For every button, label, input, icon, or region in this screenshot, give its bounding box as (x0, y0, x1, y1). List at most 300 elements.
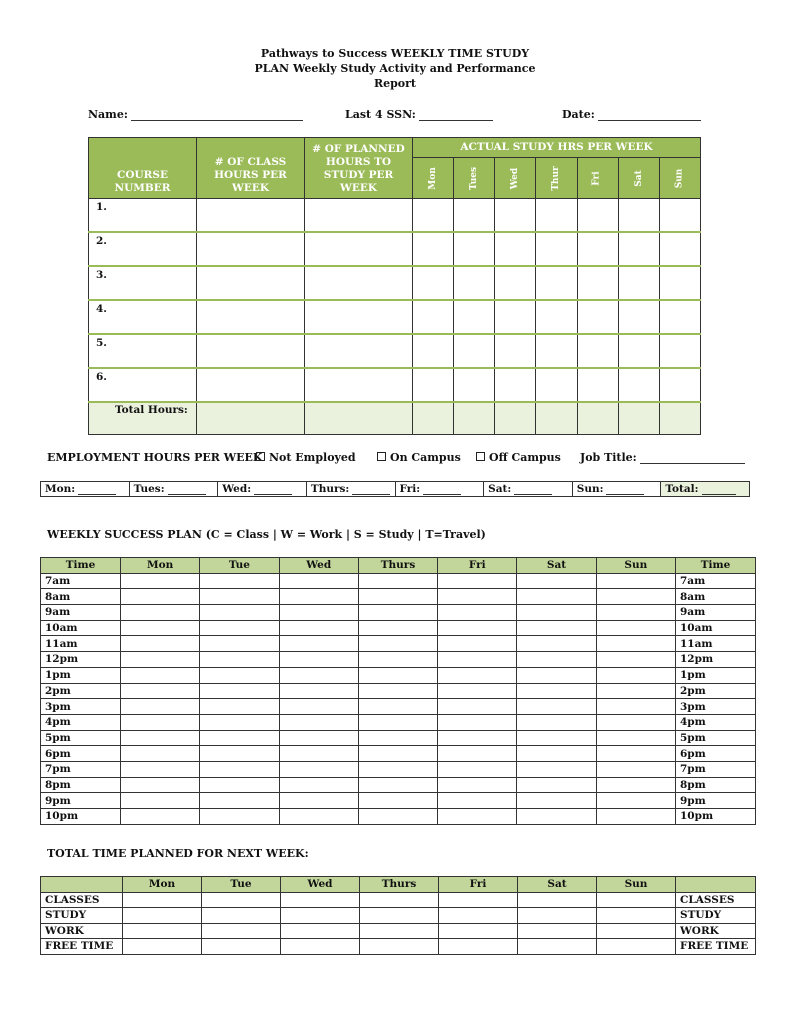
course-entry-cell[interactable] (305, 368, 413, 402)
checkbox-icon[interactable] (256, 452, 265, 461)
schedule-slot[interactable] (279, 652, 358, 668)
employment-day-line[interactable] (606, 483, 644, 495)
totals-slot[interactable] (202, 892, 281, 908)
course-entry-cell[interactable] (413, 266, 454, 300)
time-cell: 10am (41, 620, 121, 636)
schedule-row (41, 573, 756, 589)
schedule-slot[interactable] (596, 714, 675, 730)
course-number-cell[interactable]: 1. (89, 199, 197, 233)
course-entry-cell[interactable] (305, 232, 413, 266)
schedule-slot[interactable] (279, 746, 358, 762)
schedule-slot[interactable] (438, 699, 517, 715)
schedule-row (41, 809, 756, 825)
schedule-slot[interactable] (200, 636, 279, 652)
totals-slot[interactable] (202, 908, 281, 924)
totals-slot[interactable] (518, 908, 597, 924)
time-cell: 9am (676, 605, 756, 621)
schedule-slot[interactable] (121, 730, 200, 746)
totals-slot[interactable] (439, 908, 518, 924)
course-entry-cell[interactable] (659, 368, 700, 402)
course-entry-cell[interactable] (659, 266, 700, 300)
schedule-slot[interactable] (358, 699, 437, 715)
course-table (88, 137, 701, 435)
schedule-slot[interactable] (596, 761, 675, 777)
course-number-cell[interactable]: 2. (89, 232, 197, 266)
schedule-slot[interactable] (358, 809, 437, 825)
totals-row (41, 908, 756, 924)
time-cell: 8pm (41, 777, 121, 793)
course-entry-cell[interactable] (536, 334, 577, 368)
schedule-row (41, 761, 756, 777)
course-entry-cell[interactable] (454, 199, 495, 233)
schedule-slot[interactable] (121, 746, 200, 762)
day-header: Fri (577, 158, 618, 199)
schedule-slot[interactable] (596, 573, 675, 589)
schedule-slot[interactable] (438, 667, 517, 683)
total-cell[interactable] (618, 402, 659, 435)
job-title-line[interactable] (640, 452, 745, 464)
name-field[interactable] (88, 108, 303, 121)
actual-study-header: ACTUAL STUDY HRS PER WEEK (413, 138, 701, 158)
schedule-slot[interactable] (517, 746, 596, 762)
schedule-row (41, 636, 756, 652)
time-cell: 8am (41, 589, 121, 605)
schedule-slot[interactable] (517, 605, 596, 621)
category-cell: STUDY (41, 908, 123, 924)
employment-day-cell[interactable] (218, 482, 307, 497)
schedule-slot[interactable] (358, 683, 437, 699)
next-week-table (40, 876, 756, 955)
schedule-slot[interactable] (200, 620, 279, 636)
totals-slot[interactable] (439, 892, 518, 908)
schedule-slot[interactable] (279, 809, 358, 825)
totals-day-header: Sun (597, 877, 676, 893)
totals-slot[interactable] (360, 939, 439, 955)
employment-day-line[interactable] (352, 483, 390, 495)
totals-slot[interactable] (597, 908, 676, 924)
course-entry-cell[interactable] (618, 199, 659, 233)
schedule-slot[interactable] (596, 746, 675, 762)
totals-slot[interactable] (123, 923, 202, 939)
title-line-3: Report (373, 77, 417, 90)
time-cell: 8pm (676, 777, 756, 793)
schedule-slot[interactable] (596, 730, 675, 746)
course-entry-cell[interactable] (454, 232, 495, 266)
day-header: Thur (536, 158, 577, 199)
weekly-plan-label: WEEKLY SUCCESS PLAN (C = Class | W = Work | S = Study | T=Travel) (47, 528, 486, 541)
course-entry-cell[interactable] (577, 334, 618, 368)
schedule-slot[interactable] (517, 793, 596, 809)
schedule-slot[interactable] (438, 746, 517, 762)
schedule-slot[interactable] (200, 589, 279, 605)
schedule-slot[interactable] (438, 573, 517, 589)
course-row (89, 368, 701, 402)
date-field[interactable] (562, 108, 701, 121)
employment-day-cell[interactable] (572, 482, 661, 497)
course-entry-cell[interactable] (659, 232, 700, 266)
employment-day-line[interactable] (78, 483, 116, 495)
schedule-slot[interactable] (596, 809, 675, 825)
totals-day-header: Tue (202, 877, 281, 893)
checkbox-icon[interactable] (476, 452, 485, 461)
employment-day-line[interactable] (168, 483, 206, 495)
on-campus-option[interactable]: On Campus (377, 451, 461, 464)
job-title-field[interactable]: Job Title: (580, 451, 745, 464)
schedule-row (41, 714, 756, 730)
totals-slot[interactable] (202, 923, 281, 939)
schedule-slot[interactable] (279, 636, 358, 652)
schedule-slot[interactable] (596, 777, 675, 793)
name-label: Name: (88, 108, 128, 121)
schedule-slot[interactable] (279, 620, 358, 636)
employment-day-line[interactable] (514, 483, 552, 495)
course-entry-cell[interactable] (536, 232, 577, 266)
ssn-field[interactable] (345, 108, 493, 121)
course-entry-cell[interactable] (618, 300, 659, 334)
employment-day-label: Mon: (45, 483, 76, 495)
course-entry-cell[interactable] (618, 266, 659, 300)
employment-day-cell[interactable] (484, 482, 573, 497)
schedule-slot[interactable] (279, 699, 358, 715)
schedule-slot[interactable] (517, 667, 596, 683)
employment-day-cell[interactable] (41, 482, 130, 497)
schedule-slot[interactable] (596, 699, 675, 715)
schedule-slot[interactable] (517, 573, 596, 589)
schedule-slot[interactable] (200, 714, 279, 730)
schedule-slot[interactable] (517, 699, 596, 715)
totals-slot[interactable] (360, 923, 439, 939)
course-entry-cell[interactable] (495, 199, 536, 233)
ssn-line[interactable] (419, 109, 493, 121)
schedule-slot[interactable] (279, 777, 358, 793)
schedule-slot[interactable] (121, 809, 200, 825)
course-number-cell[interactable]: 5. (89, 334, 197, 368)
schedule-slot[interactable] (200, 793, 279, 809)
employment-day-cell[interactable] (306, 482, 395, 497)
total-cell[interactable] (577, 402, 618, 435)
schedule-slot[interactable] (517, 777, 596, 793)
schedule-slot[interactable] (438, 683, 517, 699)
schedule-slot[interactable] (358, 573, 437, 589)
employment-day-line[interactable] (254, 483, 292, 495)
time-cell: 9pm (676, 793, 756, 809)
course-entry-cell[interactable] (659, 300, 700, 334)
time-cell: 10pm (41, 809, 121, 825)
schedule-slot[interactable] (279, 730, 358, 746)
name-line[interactable] (131, 109, 303, 121)
course-entry-cell[interactable] (454, 334, 495, 368)
schedule-slot[interactable] (596, 793, 675, 809)
totals-slot[interactable] (439, 939, 518, 955)
totals-slot[interactable] (123, 939, 202, 955)
schedule-slot[interactable] (596, 589, 675, 605)
schedule-row (41, 667, 756, 683)
totals-day-header: Mon (123, 877, 202, 893)
employment-day-cell[interactable] (395, 482, 484, 497)
schedule-slot[interactable] (200, 761, 279, 777)
schedule-slot[interactable] (200, 605, 279, 621)
schedule-slot[interactable] (358, 589, 437, 605)
category-cell: WORK (676, 923, 756, 939)
time-cell: 9am (41, 605, 121, 621)
employment-total-line[interactable] (702, 483, 736, 495)
total-cell[interactable] (305, 402, 413, 435)
course-entry-cell[interactable] (577, 232, 618, 266)
totals-slot[interactable] (360, 908, 439, 924)
totals-row (41, 923, 756, 939)
employment-label: EMPLOYMENT HOURS PER WEEK (47, 451, 263, 464)
time-cell: 3pm (676, 699, 756, 715)
schedule-slot[interactable] (279, 667, 358, 683)
course-entry-cell[interactable] (495, 334, 536, 368)
time-cell: 2pm (676, 683, 756, 699)
course-entry-cell[interactable] (577, 266, 618, 300)
schedule-slot[interactable] (279, 714, 358, 730)
schedule-slot[interactable] (358, 605, 437, 621)
schedule-slot[interactable] (200, 699, 279, 715)
course-entry-cell[interactable] (536, 368, 577, 402)
schedule-slot[interactable] (517, 809, 596, 825)
totals-day-header: Sat (518, 877, 597, 893)
schedule-slot[interactable] (200, 809, 279, 825)
schedule-slot[interactable] (121, 573, 200, 589)
schedule-slot[interactable] (358, 652, 437, 668)
schedule-slot[interactable] (358, 620, 437, 636)
course-entry-cell[interactable] (197, 266, 305, 300)
total-cell[interactable] (454, 402, 495, 435)
course-entry-cell[interactable] (536, 266, 577, 300)
schedule-row (41, 777, 756, 793)
course-entry-cell[interactable] (305, 266, 413, 300)
totals-slot[interactable] (439, 923, 518, 939)
totals-slot[interactable] (597, 923, 676, 939)
schedule-slot[interactable] (438, 620, 517, 636)
course-entry-cell[interactable] (618, 368, 659, 402)
course-number-cell[interactable]: 6. (89, 368, 197, 402)
blank-header (676, 877, 756, 893)
schedule-slot[interactable] (517, 589, 596, 605)
schedule-slot[interactable] (121, 589, 200, 605)
category-cell: STUDY (676, 908, 756, 924)
course-entry-cell[interactable] (197, 232, 305, 266)
employment-day-line[interactable] (423, 483, 461, 495)
schedule-slot[interactable] (517, 636, 596, 652)
next-week-label: TOTAL TIME PLANNED FOR NEXT WEEK: (47, 847, 309, 860)
schedule-slot[interactable] (596, 652, 675, 668)
schedule-slot[interactable] (438, 761, 517, 777)
schedule-slot[interactable] (596, 605, 675, 621)
course-number-cell[interactable]: 4. (89, 300, 197, 334)
course-entry-cell[interactable] (495, 368, 536, 402)
course-entry-cell[interactable] (618, 334, 659, 368)
course-entry-cell[interactable] (618, 232, 659, 266)
course-entry-cell[interactable] (197, 368, 305, 402)
course-entry-cell[interactable] (577, 199, 618, 233)
employment-day-cell[interactable] (129, 482, 218, 497)
course-entry-cell[interactable] (413, 232, 454, 266)
schedule-slot[interactable] (200, 667, 279, 683)
total-cell[interactable] (197, 402, 305, 435)
time-cell: 9pm (41, 793, 121, 809)
schedule-slot[interactable] (121, 714, 200, 730)
day-header: Tues (454, 158, 495, 199)
off-campus-option[interactable]: Off Campus (476, 451, 561, 464)
totals-day-header: Wed (281, 877, 360, 893)
schedule-slot[interactable] (358, 793, 437, 809)
course-entry-cell[interactable] (413, 199, 454, 233)
schedule-slot[interactable] (200, 683, 279, 699)
schedule-slot[interactable] (200, 746, 279, 762)
total-cell[interactable] (413, 402, 454, 435)
course-entry-cell[interactable] (454, 300, 495, 334)
schedule-slot[interactable] (279, 761, 358, 777)
schedule-slot[interactable] (121, 620, 200, 636)
schedule-slot[interactable] (358, 746, 437, 762)
schedule-slot[interactable] (121, 761, 200, 777)
totals-slot[interactable] (518, 923, 597, 939)
course-entry-cell[interactable] (197, 300, 305, 334)
course-entry-cell[interactable] (454, 266, 495, 300)
schedule-slot[interactable] (121, 777, 200, 793)
course-entry-cell[interactable] (495, 232, 536, 266)
course-entry-cell[interactable] (413, 334, 454, 368)
schedule-slot[interactable] (596, 667, 675, 683)
schedule-slot[interactable] (438, 793, 517, 809)
schedule-slot[interactable] (121, 683, 200, 699)
schedule-slot[interactable] (279, 605, 358, 621)
schedule-slot[interactable] (121, 667, 200, 683)
schedule-slot[interactable] (517, 714, 596, 730)
schedule-slot[interactable] (358, 714, 437, 730)
schedule-slot[interactable] (596, 683, 675, 699)
totals-slot[interactable] (597, 939, 676, 955)
schedule-slot[interactable] (358, 636, 437, 652)
course-entry-cell[interactable] (659, 199, 700, 233)
course-entry-cell[interactable] (197, 334, 305, 368)
date-line[interactable] (598, 109, 701, 121)
schedule-slot[interactable] (438, 589, 517, 605)
schedule-slot[interactable] (200, 573, 279, 589)
course-entry-cell[interactable] (305, 334, 413, 368)
employment-day-label: Sat: (488, 483, 512, 495)
total-cell[interactable] (495, 402, 536, 435)
course-entry-cell[interactable] (454, 368, 495, 402)
schedule-slot[interactable] (200, 730, 279, 746)
schedule-slot[interactable] (596, 620, 675, 636)
schedule-slot[interactable] (438, 809, 517, 825)
course-entry-cell[interactable] (305, 199, 413, 233)
day-header: Sun (659, 158, 700, 199)
category-cell: CLASSES (676, 892, 756, 908)
schedule-slot[interactable] (358, 730, 437, 746)
schedule-slot[interactable] (438, 714, 517, 730)
totals-slot[interactable] (518, 892, 597, 908)
schedule-slot[interactable] (279, 573, 358, 589)
schedule-slot[interactable] (200, 652, 279, 668)
schedule-slot[interactable] (517, 652, 596, 668)
schedule-slot[interactable] (121, 793, 200, 809)
employment-total-cell[interactable] (661, 482, 750, 497)
total-cell[interactable] (536, 402, 577, 435)
schedule-slot[interactable] (121, 699, 200, 715)
course-entry-cell[interactable] (577, 300, 618, 334)
totals-slot[interactable] (281, 892, 360, 908)
time-cell: 4pm (676, 714, 756, 730)
course-entry-cell[interactable] (495, 300, 536, 334)
time-cell: 11am (676, 636, 756, 652)
time-cell: 5pm (676, 730, 756, 746)
totals-slot[interactable] (281, 908, 360, 924)
schedule-slot[interactable] (438, 652, 517, 668)
course-entry-cell[interactable] (495, 266, 536, 300)
checkbox-icon[interactable] (377, 452, 386, 461)
course-number-cell[interactable]: 3. (89, 266, 197, 300)
schedule-slot[interactable] (438, 730, 517, 746)
not-employed-option[interactable]: Not Employed (256, 451, 356, 464)
time-cell: 8am (676, 589, 756, 605)
schedule-slot[interactable] (438, 636, 517, 652)
course-entry-cell[interactable] (536, 300, 577, 334)
totals-slot[interactable] (518, 939, 597, 955)
schedule-slot[interactable] (517, 761, 596, 777)
schedule-slot[interactable] (517, 730, 596, 746)
totals-slot[interactable] (123, 908, 202, 924)
totals-slot[interactable] (360, 892, 439, 908)
schedule-slot[interactable] (517, 620, 596, 636)
course-entry-cell[interactable] (305, 300, 413, 334)
schedule-slot[interactable] (121, 605, 200, 621)
course-entry-cell[interactable] (413, 368, 454, 402)
time-header: Time (676, 558, 756, 574)
course-entry-cell[interactable] (659, 334, 700, 368)
schedule-slot[interactable] (517, 683, 596, 699)
total-cell[interactable] (659, 402, 700, 435)
schedule-slot[interactable] (596, 636, 675, 652)
schedule-row (41, 620, 756, 636)
schedule-slot[interactable] (121, 652, 200, 668)
course-entry-cell[interactable] (413, 300, 454, 334)
schedule-row (41, 699, 756, 715)
schedule-slot[interactable] (358, 667, 437, 683)
course-entry-cell[interactable] (197, 199, 305, 233)
schedule-slot[interactable] (279, 683, 358, 699)
time-cell: 12pm (41, 652, 121, 668)
course-entry-cell[interactable] (577, 368, 618, 402)
schedule-slot[interactable] (121, 636, 200, 652)
schedule-slot[interactable] (438, 777, 517, 793)
totals-slot[interactable] (123, 892, 202, 908)
schedule-row (41, 793, 756, 809)
schedule-slot[interactable] (438, 605, 517, 621)
time-cell: 6pm (676, 746, 756, 762)
schedule-slot[interactable] (200, 777, 279, 793)
schedule-slot[interactable] (358, 777, 437, 793)
schedule-day-header: Mon (121, 558, 200, 574)
totals-slot[interactable] (597, 892, 676, 908)
schedule-day-header: Tue (200, 558, 279, 574)
schedule-day-header: Thurs (358, 558, 437, 574)
employment-day-label: Tues: (133, 483, 165, 495)
schedule-slot[interactable] (279, 589, 358, 605)
course-entry-cell[interactable] (536, 199, 577, 233)
course-row (89, 300, 701, 334)
totals-slot[interactable] (281, 939, 360, 955)
schedule-slot[interactable] (358, 761, 437, 777)
totals-slot[interactable] (281, 923, 360, 939)
totals-slot[interactable] (202, 939, 281, 955)
schedule-slot[interactable] (279, 793, 358, 809)
course-row (89, 266, 701, 300)
